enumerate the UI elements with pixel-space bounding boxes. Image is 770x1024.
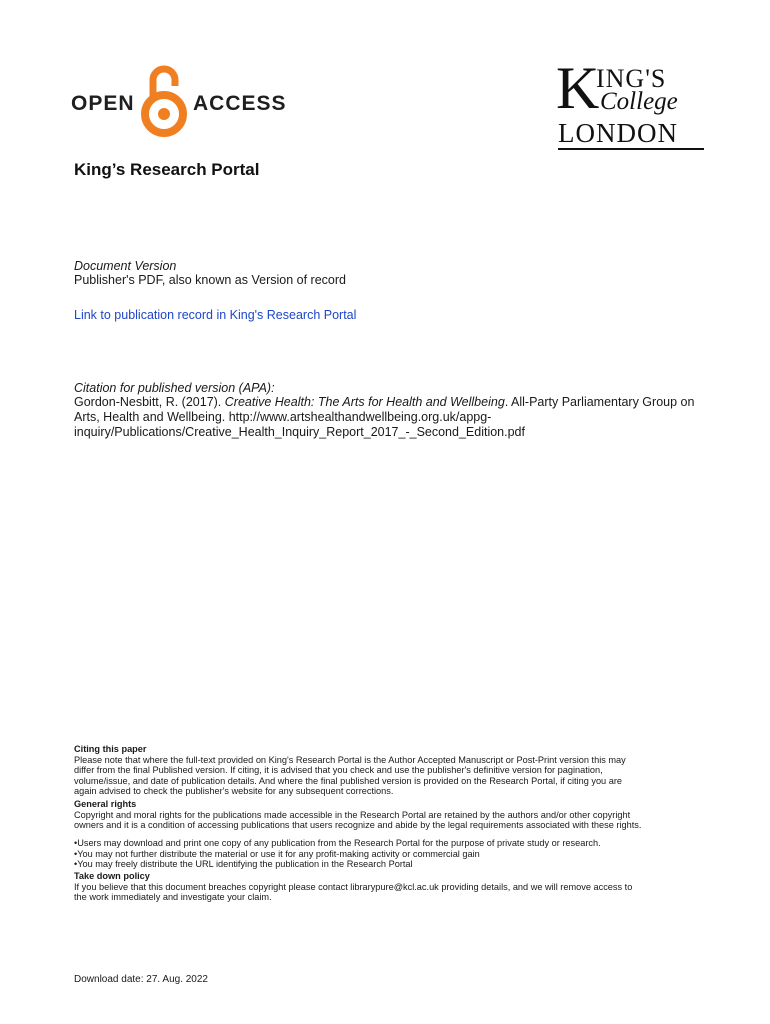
- general-rights-section: [74, 799, 724, 831]
- takedown-heading: Take down policy: [74, 871, 150, 881]
- citation-text: [74, 395, 734, 440]
- download-date: Download date: 27. Aug. 2022: [74, 974, 208, 985]
- citing-line: volume/issue, and date of publication details. And where the final published version is provided on the Research Portal, if citing you are: [74, 775, 623, 786]
- logo-college: College: [600, 88, 678, 115]
- open-access-word-open: OPEN: [71, 92, 135, 115]
- usage-bullet: •Users may download and print one copy of any publication from the Research Portal for the purpose of private study or research.: [74, 838, 601, 848]
- open-access-word-access: ACCESS: [193, 92, 287, 115]
- citing-section: [74, 744, 724, 797]
- general-rights-line: owners and it is a condition of accessing publications that users recognize and abide by the legal requirements associated with these rights.: [74, 820, 642, 831]
- takedown-line: the work immediately and investigate your claim.: [74, 892, 272, 903]
- takedown-line: If you believe that this document breaches copyright please contact librarypure@kcl.ac.uk providing details, and we will remove access to: [74, 881, 633, 892]
- citing-heading: Citing this paper: [74, 744, 147, 754]
- takedown-section: [74, 871, 724, 903]
- document-version-heading: Document Version: [74, 259, 177, 273]
- general-rights-line: Copyright and moral rights for the publications made accessible in the Research Portal are retained by the authors and/or other copyright: [74, 809, 631, 820]
- citation-line-1: [74, 395, 734, 410]
- page-title: King’s Research Portal: [74, 160, 260, 179]
- publication-record-link[interactable]: Link to publication record in King's Research Portal: [74, 308, 357, 322]
- logo-initial: K: [556, 55, 600, 121]
- usage-bullet: •You may freely distribute the URL identifying the publication in the Research Portal: [74, 859, 413, 870]
- citation-title: Creative Health: The Arts for Health and Wellbeing: [224, 395, 505, 409]
- citation-publisher: . All-Party Parliamentary Group on: [504, 395, 695, 409]
- citing-line: differ from the final Published version. If citing, it is advised that you check and use the publisher's definitive version for pagination,: [74, 765, 603, 776]
- logo-kings: ING'S: [596, 64, 667, 93]
- general-rights-heading: General rights: [74, 799, 137, 809]
- citing-line: Please note that where the full-text provided on King's Research Portal is the Author Accepted Manuscript or Post-Print version this may: [74, 754, 626, 765]
- usage-bullet: •You may not further distribute the material or use it for any profit-making activity or commercial gain: [74, 848, 480, 859]
- citation-heading: Citation for published version (APA):: [74, 381, 275, 395]
- document-version-value: Publisher's PDF, also known as Version of record: [74, 273, 346, 287]
- usage-bullets: [74, 838, 724, 870]
- citation-line-3: inquiry/Publications/Creative_Health_Inquiry_Report_2017_-_Second_Edition.pdf: [74, 425, 525, 439]
- logo-rule: [558, 148, 704, 150]
- citing-line: again advised to check the publisher's website for any subsequent corrections.: [74, 786, 394, 797]
- open-access-lock-icon: [139, 62, 189, 138]
- citation-line-2: Arts, Health and Wellbeing. http://www.artshealthandwellbeing.org.uk/appg-: [74, 410, 492, 424]
- citation-authors-year: Gordon-Nesbitt, R. (2017).: [74, 395, 225, 409]
- kings-college-london-logo: [556, 55, 706, 160]
- logo-london: LONDON: [558, 118, 678, 148]
